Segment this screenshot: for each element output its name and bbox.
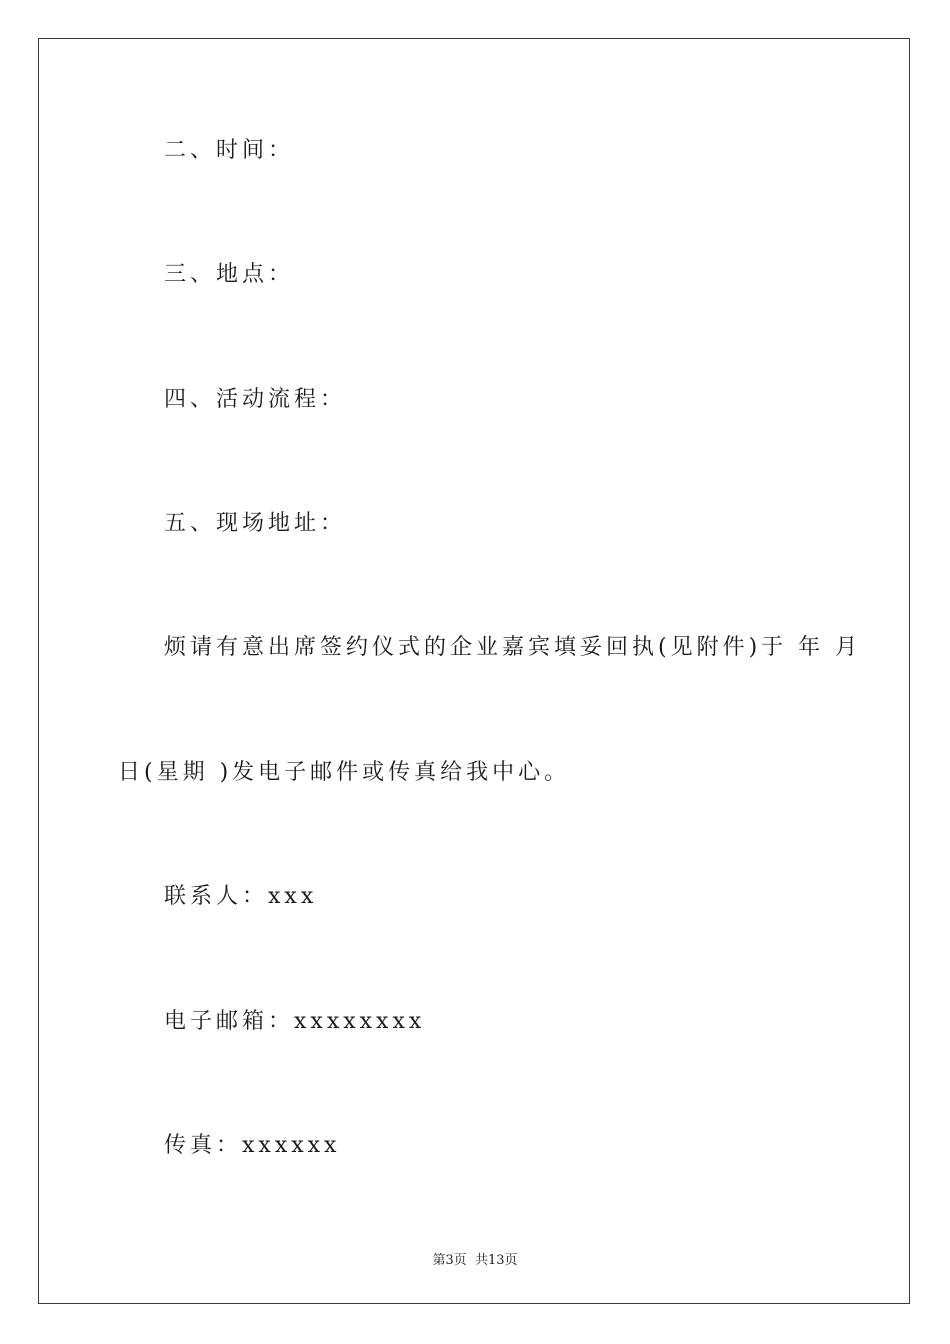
page-border bbox=[38, 38, 910, 1304]
page-total: 共13页 bbox=[474, 1253, 518, 1268]
contact-email: 电子邮箱：xxxxxxxx bbox=[164, 1009, 426, 1034]
paragraph-line-1: 烦请有意出席签约仪式的企业嘉宾填妥回执(见附件)于 年 月 bbox=[164, 635, 862, 660]
page-footer bbox=[0, 1249, 950, 1268]
section-address: 五、现场地址： bbox=[164, 511, 347, 536]
section-time: 二、时间： bbox=[164, 138, 295, 163]
contact-person: 联系人：xxx bbox=[164, 884, 318, 909]
section-location: 三、地点： bbox=[164, 262, 295, 287]
section-process: 四、活动流程： bbox=[164, 387, 347, 412]
paragraph-line-2: 日(星期 )发电子邮件或传真给我中心。 bbox=[118, 760, 571, 785]
page-number: 第3页 bbox=[432, 1253, 467, 1268]
contact-fax: 传真：xxxxxx bbox=[164, 1133, 341, 1158]
